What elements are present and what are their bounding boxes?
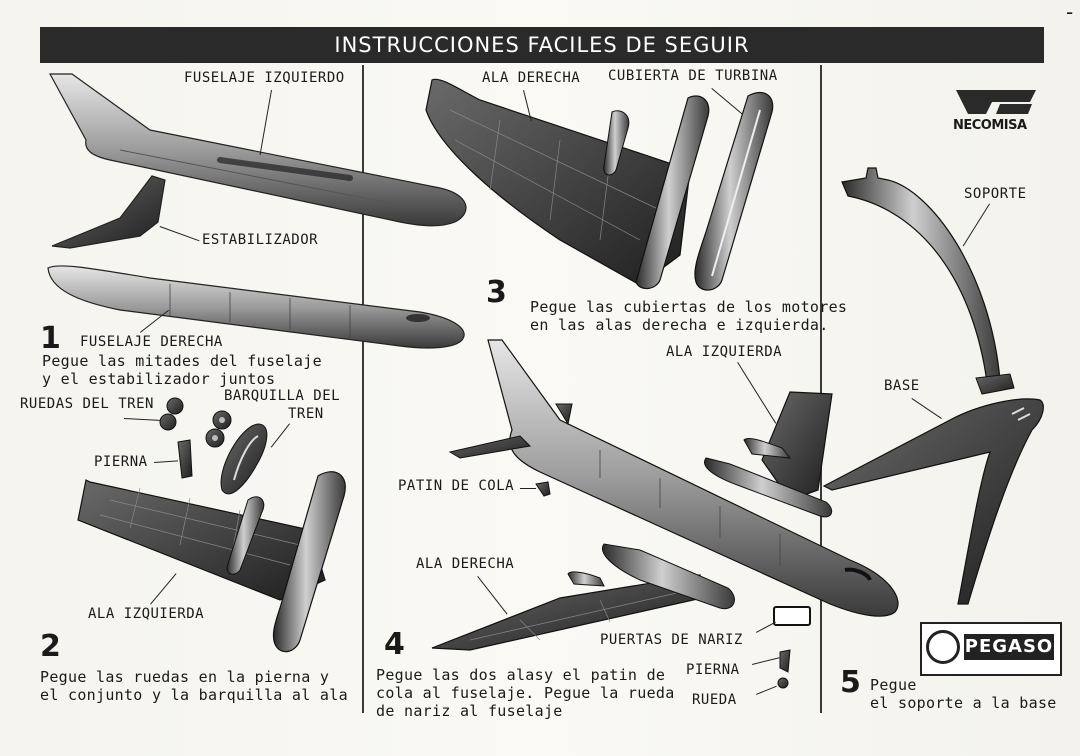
step-number-4: 4 bbox=[384, 627, 405, 662]
label-barquilla-del-tren-1: BARQUILLA DEL bbox=[224, 388, 341, 404]
label-pierna-1: PIERNA bbox=[94, 454, 148, 470]
necomisa-logo: NECOMISA bbox=[953, 118, 1027, 133]
estabilizador-part bbox=[52, 176, 165, 248]
step-text-3: Pegue las cubiertas de los motores en las alas derecha e izquierda. bbox=[530, 298, 848, 334]
label-base: BASE bbox=[884, 378, 920, 394]
fuselaje-izquierdo-part bbox=[50, 74, 466, 226]
label-puertas-de-nariz: PUERTAS DE NARIZ bbox=[600, 632, 743, 648]
label-pierna-4: PIERNA bbox=[686, 662, 740, 678]
label-fuselaje-derecha: FUSELAJE DERECHA bbox=[80, 334, 223, 350]
patin-de-cola-part bbox=[536, 482, 550, 496]
ala-derecha-part-3 bbox=[426, 79, 709, 288]
label-ruedas-del-tren: RUEDAS DEL TREN bbox=[20, 396, 154, 412]
puertas-de-nariz-part bbox=[774, 607, 810, 625]
pierna-part-4 bbox=[780, 650, 790, 672]
page-title: INSTRUCCIONES FACILES DE SEGUIR bbox=[40, 27, 1044, 63]
label-estabilizador: ESTABILIZADOR bbox=[202, 232, 319, 248]
barquilla-part bbox=[221, 424, 267, 494]
leader-patin-de-cola bbox=[520, 488, 536, 489]
corner-mark: - bbox=[1066, 0, 1074, 24]
step-text-1: Pegue las mitades del fuselaje y el estabilizador juntos bbox=[42, 352, 322, 388]
rueda-part bbox=[778, 678, 788, 688]
label-barquilla-del-tren-2: TREN bbox=[288, 406, 324, 422]
label-fuselaje-izquierdo: FUSELAJE IZQUIERDO bbox=[184, 70, 345, 86]
ala-izquierda-part-2 bbox=[78, 472, 345, 652]
label-patin-de-cola: PATIN DE COLA bbox=[398, 478, 515, 494]
ruedas-del-tren-part bbox=[160, 398, 231, 447]
label-ala-derecha-3: ALA DERECHA bbox=[482, 70, 581, 86]
label-ala-derecha-4: ALA DERECHA bbox=[416, 556, 515, 572]
step-text-2: Pegue las ruedas en la pierna y el conjunto y la barquilla al ala bbox=[40, 668, 348, 704]
label-ala-izquierda-2: ALA IZQUIERDA bbox=[88, 606, 205, 622]
label-cubierta-de-turbina: CUBIERTA DE TURBINA bbox=[608, 68, 778, 84]
pierna-part-1 bbox=[178, 440, 192, 478]
label-rueda: RUEDA bbox=[692, 692, 737, 708]
step-number-3: 3 bbox=[486, 275, 507, 310]
step-text-5: Pegue el soporte a la base bbox=[870, 676, 1057, 712]
label-ala-izquierda-4: ALA IZQUIERDA bbox=[666, 344, 783, 360]
pegaso-emblem bbox=[926, 630, 960, 664]
label-soporte: SOPORTE bbox=[964, 186, 1027, 202]
pegaso-logo bbox=[920, 622, 1062, 676]
step-number-5: 5 bbox=[840, 665, 861, 700]
pegaso-wordmark: PEGASO bbox=[964, 634, 1054, 660]
step-number-2: 2 bbox=[40, 629, 61, 664]
necomisa-logo-mark bbox=[956, 90, 1036, 114]
step-number-1: 1 bbox=[40, 321, 61, 356]
step-text-4: Pegue las dos alasy el patin de cola al fuselaje. Pegue la rueda de nariz al fuselaje bbox=[376, 666, 675, 720]
